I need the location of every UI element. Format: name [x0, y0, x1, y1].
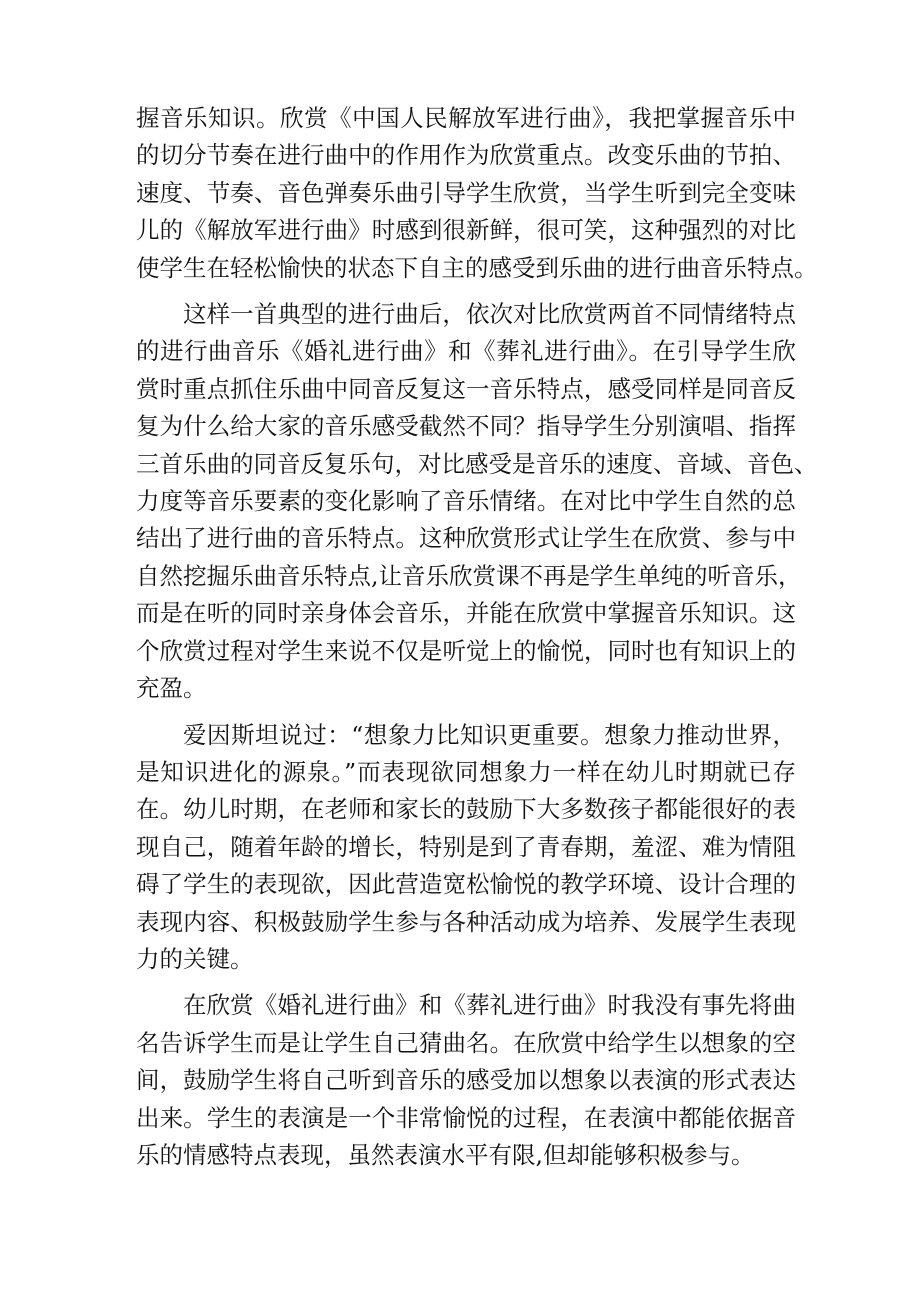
text-line: 赏时重点抓住乐曲中同音反复这一音乐特点，感受同样是同音反 — [136, 374, 796, 403]
text-line: 间，鼓励学生将自己听到音乐的感受加以想象以表演的形式表达 — [136, 1066, 796, 1095]
text-line: 表现内容、积极鼓励学生参与各种活动成为培养、发展学生表现 — [136, 907, 796, 936]
text-line: 充盈。 — [136, 674, 207, 703]
text-line: 自然挖掘乐曲音乐特点,让音乐欣赏课不再是学生单纯的听音乐， — [136, 561, 802, 590]
text-line: 力的关键。 — [136, 944, 254, 973]
text-line: 握音乐知识。欣赏《中国人民解放军进行曲》，我把掌握音乐中 — [136, 104, 796, 132]
paragraph-gap — [136, 708, 796, 717]
paragraph-gap — [136, 287, 796, 296]
text-line: 力度等音乐要素的变化影响了音乐情绪。在对比中学生自然的总 — [136, 487, 796, 516]
text-line: 碍了学生的表现欲，因此营造宽松愉悦的教学环境、设计合理的 — [136, 870, 796, 899]
text-line: 的切分节奏在进行曲中的作用作为欣赏重点。改变乐曲的节拍、 — [136, 141, 796, 170]
text-line: 使学生在轻松愉快的状态下自主的感受到乐曲的进行曲音乐特点。 — [136, 253, 818, 282]
text-line: 爱因斯坦说过：“想象力比知识更重要。想象力推动世界， — [183, 720, 796, 749]
text-line: 现自己，随着年龄的增长，特别是到了青春期，羞涩、难为情阻 — [136, 832, 796, 861]
paragraph-2 — [136, 296, 818, 707]
text-line: 在。幼儿时期，在老师和家长的鼓励下大多数孩子都能很好的表 — [136, 795, 796, 824]
text-line: 结出了进行曲的音乐特点。这种欣赏形式让学生在欣赏、参与中 — [136, 524, 796, 553]
paragraph-4 — [136, 987, 796, 1174]
text-line: 复为什么给大家的音乐感受截然不同？指导学生分别演唱、指挥 — [136, 412, 796, 441]
text-line: 的进行曲音乐《婚礼进行曲》和《葬礼进行曲》。在引导学生欣 — [136, 337, 796, 366]
text-line: 个欣赏过程对学生来说不仅是听觉上的愉悦，同时也有知识上的 — [136, 636, 796, 665]
text-line: 名告诉学生而是让学生自己猜曲名。在欣赏中给学生以想象的空 — [136, 1028, 796, 1057]
text-line: 出来。学生的表演是一个非常愉悦的过程，在表演中都能依据音 — [136, 1103, 796, 1132]
text-line: 儿的《解放军进行曲》时感到很新鲜，很可笑，这种强烈的对比 — [136, 216, 796, 245]
text-line: 这样一首典型的进行曲后，依次对比欣赏两首不同情绪特点 — [183, 300, 796, 329]
text-line: 乐的情感特点表现，虽然表演水平有限,但却能够积极参与。 — [136, 1140, 755, 1169]
paragraph-gap — [136, 978, 796, 987]
text-line: 三首乐曲的同音反复乐句，对比感受是音乐的速度、音域、音色、 — [136, 449, 818, 478]
text-line: 而是在听的同时亲身体会音乐，并能在欣赏中掌握音乐知识。这 — [136, 599, 796, 628]
paragraph-3 — [136, 717, 796, 979]
text-line: 速度、节奏、音色弹奏乐曲引导学生欣赏，当学生听到完全变味 — [136, 178, 796, 207]
text-line: 在欣赏《婚礼进行曲》和《葬礼进行曲》时我没有事先将曲 — [183, 991, 796, 1020]
text-line: 是知识进化的源泉。”而表现欲同想象力一样在幼儿时期就已存 — [136, 757, 796, 786]
paragraph-1 — [136, 100, 818, 287]
document-page — [136, 100, 818, 1174]
